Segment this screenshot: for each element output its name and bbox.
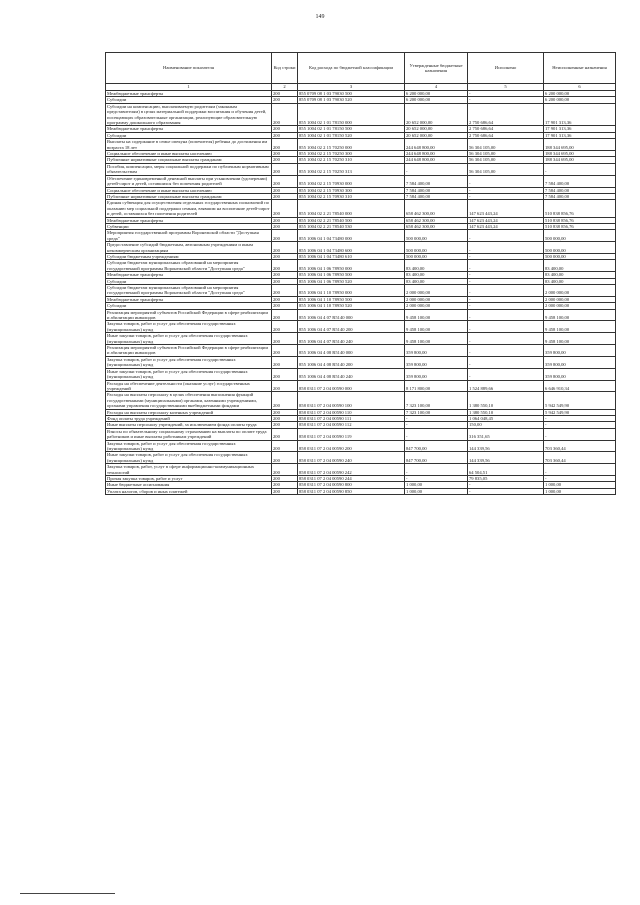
row-name: Межбюджетные трансферты — [106, 217, 272, 223]
row-unexecuted: 6 200 000,00 — [544, 91, 616, 97]
row-code: 200 — [272, 217, 298, 223]
row-name: Иные выплаты персоналу учреждений, за исключением фонда оплаты труда — [106, 422, 272, 428]
row-name: Межбюджетные трансферты — [106, 272, 272, 278]
row-unexecuted: 510 838 856,76 — [544, 200, 616, 217]
row-approved: 847 700,00 — [405, 440, 468, 452]
row-classification: 855 1006 04 1 06 78950 520 — [298, 278, 405, 284]
row-code: 200 — [272, 151, 298, 157]
row-classification: 858 0311 07 2 04 00590 850 — [298, 488, 405, 494]
row-executed: - — [468, 253, 544, 259]
row-executed: 1 524 889,66 — [468, 380, 544, 392]
row-executed: 1 380 550,10 — [468, 409, 544, 415]
row-unexecuted: 2 000 000,00 — [544, 285, 616, 297]
row-code: 200 — [272, 193, 298, 199]
row-unexecuted: 359 800,00 — [544, 356, 616, 368]
row-approved: 7 584 400,00 — [405, 175, 468, 187]
row-code: 200 — [272, 333, 298, 345]
row-code: 200 — [272, 230, 298, 242]
row-classification: 858 0311 07 2 04 00590 200 — [298, 440, 405, 452]
row-executed: - — [468, 91, 544, 97]
row-name: Закупка товаров, работ и услуг для обеспечения государственных (муниципальных) нужд — [106, 321, 272, 333]
row-code: 200 — [272, 175, 298, 187]
table-row — [106, 175, 616, 187]
row-classification: 855 1006 04 1 04 73480 600 — [298, 242, 405, 254]
row-approved: - — [405, 428, 468, 440]
row-code: 200 — [272, 200, 298, 217]
row-approved: 1 000,00 — [405, 488, 468, 494]
row-executed: 1 064 048,45 — [468, 415, 544, 421]
row-code: 200 — [272, 163, 298, 175]
row-classification: 855 1006 04 1 04 73480 000 — [298, 230, 405, 242]
header-classification: Код расхода по бюджетной классификации — [298, 53, 405, 84]
table-row — [106, 428, 616, 440]
row-executed: 1 380 550,10 — [468, 392, 544, 409]
row-code: 200 — [272, 132, 298, 138]
row-code: 200 — [272, 440, 298, 452]
row-classification: 855 0709 08 1 03 79030 500 — [298, 91, 405, 97]
row-executed: - — [468, 187, 544, 193]
row-code: 200 — [272, 488, 298, 494]
row-executed: - — [468, 193, 544, 199]
row-code: 200 — [272, 260, 298, 272]
row-executed: - — [468, 482, 544, 488]
row-unexecuted: 83 400,00 — [544, 260, 616, 272]
row-executed: - — [468, 309, 544, 321]
row-code: 200 — [272, 139, 298, 151]
row-classification: 858 0311 07 2 04 00590 244 — [298, 476, 405, 482]
row-name: Единая субвенция для осуществления отдельных государственных полномочий по оказанию мер социальной поддержки семьям, взявшим на воспитание детей-сирот и детей, оставшихся без попечения родителей — [107, 200, 270, 217]
row-code: 200 — [272, 345, 298, 357]
row-approved: 658 462 300,00 — [405, 200, 468, 217]
row-name: Субсидии бюджетам муниципальных образований на мероприятия государственной программы Воронежской области "Доступная среда" — [106, 285, 272, 297]
row-classification: 855 1004 02 2 21 78540 530 — [298, 223, 405, 229]
row-executed: 56 304 105,00 — [468, 157, 544, 163]
row-executed: - — [468, 368, 544, 380]
row-classification: 858 0311 07 2 04 00590 240 — [298, 452, 405, 464]
row-unexecuted: 500 000,00 — [544, 230, 616, 242]
row-classification: 855 1006 04 1 04 73480 610 — [298, 253, 405, 259]
row-classification: 855 1006 04 4 08 R5140 240 — [298, 368, 405, 380]
row-code: 200 — [272, 356, 298, 368]
row-code: 200 — [272, 476, 298, 482]
row-approved: 2 000 000,00 — [405, 296, 468, 302]
row-unexecuted: 510 838 856,76 — [544, 223, 616, 229]
row-executed: 316 351,65 — [468, 428, 544, 440]
row-name: Фонд оплаты труда учреждений — [106, 415, 272, 421]
row-unexecuted: 7 584 400,00 — [544, 175, 616, 187]
row-executed: - — [468, 488, 544, 494]
row-approved: - — [405, 476, 468, 482]
row-executed: 2 750 686,64 — [468, 132, 544, 138]
row-unexecuted: 9 458 100,00 — [544, 321, 616, 333]
row-unexecuted: - — [544, 476, 616, 482]
row-unexecuted: 359 800,00 — [544, 368, 616, 380]
table-row — [106, 163, 616, 175]
row-name: Иные закупки товаров, работ и услуг для обеспечения государственных (муниципальных) нужд — [106, 368, 272, 380]
row-name: Реализация мероприятий субъектов Российской Федерации в сфере реабилитации и абилитации инвалидов — [106, 345, 272, 357]
row-unexecuted: 5 942 549,90 — [544, 409, 616, 415]
row-classification: 855 1006 04 1 10 78950 520 — [298, 303, 405, 309]
row-unexecuted: 188 344 695,00 — [544, 151, 616, 157]
row-classification: 855 1006 04 4 07 R5140 000 — [298, 309, 405, 321]
row-approved: 359 800,00 — [405, 356, 468, 368]
row-unexecuted: 83 400,00 — [544, 278, 616, 284]
row-approved: 7 323 100,00 — [405, 392, 468, 409]
row-classification: 858 0311 07 2 04 00590 800 — [298, 482, 405, 488]
row-code: 200 — [272, 253, 298, 259]
row-unexecuted: - — [544, 415, 616, 421]
row-approved: - — [405, 415, 468, 421]
row-approved: 658 462 300,00 — [405, 223, 468, 229]
row-code: 200 — [272, 482, 298, 488]
table-row — [106, 285, 616, 297]
row-approved: 2 000 000,00 — [405, 303, 468, 309]
row-executed: - — [468, 272, 544, 278]
table-row — [106, 345, 616, 357]
row-unexecuted: 703 360,44 — [544, 452, 616, 464]
table-row — [106, 230, 616, 242]
table-row — [106, 488, 616, 494]
row-executed: - — [468, 260, 544, 272]
row-name: Обеспечение единовременной денежной выплаты при усыновлении (удочерении) детей-сирот и детей, оставшихся без попечения родителей — [106, 175, 272, 187]
row-unexecuted: 17 901 313,36 — [544, 132, 616, 138]
row-code: 200 — [272, 309, 298, 321]
row-executed: 144 339,56 — [468, 440, 544, 452]
row-classification: 858 0311 07 2 04 00590 112 — [298, 422, 405, 428]
row-name: Расходы на выплаты персоналу в целях обеспечения выполнения функций государственными (муниципальными) органами, казенными учреждениями, органами управления государственными внебюджетными фондами — [106, 392, 272, 409]
row-code: 200 — [272, 187, 298, 193]
row-executed: 144 339,56 — [468, 452, 544, 464]
row-code: 200 — [272, 428, 298, 440]
row-name: Уплата налогов, сборов и иных платежей — [106, 488, 272, 494]
row-name: Субсидии — [106, 303, 272, 309]
row-approved: 83 400,00 — [405, 272, 468, 278]
header-executed: Исполнено — [468, 53, 544, 84]
row-name: Закупка товаров, работ, услуг в сфере информационно-коммуникационных технологий — [106, 464, 272, 476]
row-executed: - — [468, 175, 544, 187]
row-name: Межбюджетные трансферты — [106, 296, 272, 302]
row-code: 200 — [272, 392, 298, 409]
row-name: Иные закупки товаров, работ и услуг для обеспечения государственных (муниципальных) нужд — [106, 333, 272, 345]
row-unexecuted: 9 458 100,00 — [544, 309, 616, 321]
row-executed: 56 304 105,00 — [468, 163, 544, 175]
row-approved: 9 458 100,00 — [405, 333, 468, 345]
row-code: 200 — [272, 296, 298, 302]
table-body — [106, 91, 616, 495]
row-unexecuted: 500 000,00 — [544, 242, 616, 254]
row-name: Субсидии — [106, 97, 272, 103]
row-executed: - — [468, 230, 544, 242]
row-unexecuted: - — [544, 163, 616, 175]
row-classification: 855 1006 04 4 07 R5140 240 — [298, 333, 405, 345]
row-executed: 56 304 105,00 — [468, 151, 544, 157]
row-classification: 855 1006 04 1 06 78950 500 — [298, 272, 405, 278]
table-row — [106, 356, 616, 368]
row-name: Расходы на выплаты персоналу казенных учреждений — [106, 409, 272, 415]
row-name: Субсидии — [106, 278, 272, 284]
row-classification: 855 1004 02 2 15 70250 310 — [298, 157, 405, 163]
row-code: 200 — [272, 126, 298, 132]
table-row — [106, 392, 616, 409]
table-row — [106, 200, 616, 217]
row-classification: 855 1004 02 2 15 70930 000 — [298, 175, 405, 187]
row-approved: 7 584 400,00 — [405, 193, 468, 199]
row-executed: - — [468, 321, 544, 333]
table-row — [106, 139, 616, 151]
row-code: 200 — [272, 415, 298, 421]
column-number: 5 — [468, 84, 544, 91]
column-number: 4 — [405, 84, 468, 91]
row-classification: 855 1006 04 1 10 78950 000 — [298, 285, 405, 297]
row-approved: 8 171 800,00 — [405, 380, 468, 392]
row-name: Пособия, компенсации, меры социальной поддержки по публичным нормативным обязательствам — [106, 163, 272, 175]
row-classification: 855 1006 04 1 10 78950 500 — [298, 296, 405, 302]
row-name: Субсидии на компенсацию, выплачиваемую родителям (законным представителям) в целях материальной поддержки воспитания и обучения детей, посещающих образовательные организации, реализующие образовательную программу дошкольного образования — [106, 103, 272, 126]
row-classification: 855 1006 04 4 08 R5140 200 — [298, 356, 405, 368]
row-classification: 855 1004 02 2 15 70250 300 — [298, 151, 405, 157]
row-unexecuted: 6 200 000,00 — [544, 97, 616, 103]
row-unexecuted: 510 838 856,76 — [544, 217, 616, 223]
row-name: Закупка товаров, работ и услуг для обеспечения государственных (муниципальных) нужд — [106, 356, 272, 368]
row-executed: - — [468, 333, 544, 345]
row-approved: 500 000,00 — [405, 242, 468, 254]
column-number-row — [106, 84, 616, 91]
row-name: Предоставление субсидий бюджетным, автономным учреждениям и иным некоммерческим организациям — [106, 242, 272, 254]
row-classification: 855 1004 02 2 21 78540 500 — [298, 217, 405, 223]
row-code: 200 — [272, 452, 298, 464]
row-code: 200 — [272, 422, 298, 428]
row-executed: - — [468, 278, 544, 284]
row-executed: - — [468, 285, 544, 297]
row-classification: 855 1006 04 4 07 R5140 200 — [298, 321, 405, 333]
row-approved: 244 648 800,00 — [405, 139, 468, 151]
table-row — [106, 260, 616, 272]
row-classification: 855 1004 02 2 15 70250 313 — [298, 163, 405, 175]
row-executed: 150,00 — [468, 422, 544, 428]
row-code: 200 — [272, 157, 298, 163]
row-approved: 20 652 000,00 — [405, 103, 468, 126]
row-name: Иные закупки товаров, работ и услуг для обеспечения государственных (муниципальных) нужд — [106, 452, 272, 464]
row-classification: 855 0709 08 1 03 79030 520 — [298, 97, 405, 103]
table-row — [106, 103, 616, 126]
row-approved: - — [405, 163, 468, 175]
row-approved: 7 584 400,00 — [405, 187, 468, 193]
row-approved: 7 323 100,00 — [405, 409, 468, 415]
header-name: Наименование показателя — [106, 53, 272, 84]
row-executed: 56 304 105,00 — [468, 139, 544, 151]
row-code: 200 — [272, 278, 298, 284]
row-unexecuted: 7 584 400,00 — [544, 193, 616, 199]
row-name: Расходы на обеспечение деятельности (оказание услуг) государственных учреждений — [106, 380, 272, 392]
budget-execution-table — [105, 52, 616, 495]
row-name: Иные бюджетные ассигнования — [106, 482, 272, 488]
row-classification: 858 0311 07 2 04 00590 000 — [298, 380, 405, 392]
table-row — [106, 380, 616, 392]
row-approved: 83 400,00 — [405, 278, 468, 284]
row-classification: 855 1004 02 1 01 78150 520 — [298, 132, 405, 138]
row-code: 200 — [272, 380, 298, 392]
table-row — [106, 464, 616, 476]
row-approved: 658 462 300,00 — [405, 217, 468, 223]
row-approved: 9 458 100,00 — [405, 321, 468, 333]
row-executed: 147 623 443,24 — [468, 223, 544, 229]
row-unexecuted: 188 344 695,00 — [544, 157, 616, 163]
row-approved: 359 800,00 — [405, 368, 468, 380]
header-approved: Утвержденные бюджетные назначения — [405, 53, 468, 84]
row-executed: - — [468, 296, 544, 302]
row-unexecuted: 17 901 313,36 — [544, 103, 616, 126]
row-approved: 9 458 100,00 — [405, 309, 468, 321]
row-name: Мероприятия государственной программы Воронежской области "Доступная среда" — [106, 230, 272, 242]
row-code: 200 — [272, 103, 298, 126]
row-approved: 847 700,00 — [405, 452, 468, 464]
row-name: Субвенции — [106, 223, 272, 229]
row-classification: 858 0311 07 2 04 00590 100 — [298, 392, 405, 409]
table-row — [106, 368, 616, 380]
row-name: Социальное обеспечение и иные выплаты населению — [106, 151, 272, 157]
row-unexecuted: 2 000 000,00 — [544, 296, 616, 302]
row-executed: 64 504,51 — [468, 464, 544, 476]
table-row — [106, 321, 616, 333]
row-classification: 858 0311 07 2 04 00590 242 — [298, 464, 405, 476]
row-classification: 858 0311 07 2 04 00590 111 — [298, 415, 405, 421]
row-code: 200 — [272, 303, 298, 309]
row-name: Выплаты на содержание в семье опекуна (попечителя) ребенка до достижения им возраста 18 лет — [106, 139, 272, 151]
row-classification: 855 1006 04 1 06 78950 000 — [298, 260, 405, 272]
row-unexecuted: 2 000 000,00 — [544, 303, 616, 309]
row-name: Закупка товаров, работ и услуг для обеспечения государственных (муниципальных) нужд — [106, 440, 272, 452]
row-name: Прочая закупка товаров, работ и услуг — [106, 476, 272, 482]
table-row — [106, 242, 616, 254]
row-unexecuted: 1 000,00 — [544, 488, 616, 494]
row-code: 200 — [272, 285, 298, 297]
row-code: 200 — [272, 321, 298, 333]
row-approved: 6 200 000,00 — [405, 91, 468, 97]
page-number: 149 — [315, 14, 325, 20]
row-unexecuted: 703 360,44 — [544, 440, 616, 452]
row-unexecuted: 1 000,00 — [544, 482, 616, 488]
row-executed: - — [468, 97, 544, 103]
row-approved: 500 000,00 — [405, 230, 468, 242]
row-name: Субсидии — [106, 132, 272, 138]
row-unexecuted: 188 344 695,00 — [544, 139, 616, 151]
row-code: 200 — [272, 464, 298, 476]
column-number: 1 — [106, 84, 272, 91]
row-unexecuted: 9 458 100,00 — [544, 333, 616, 345]
row-name: Межбюджетные трансферты — [106, 126, 272, 132]
row-approved: 20 652 000,00 — [405, 126, 468, 132]
row-classification: 855 1004 02 2 15 70930 300 — [298, 187, 405, 193]
table-row — [106, 440, 616, 452]
row-executed: - — [468, 242, 544, 254]
row-approved: 83 400,00 — [405, 260, 468, 272]
row-unexecuted: 500 000,00 — [544, 253, 616, 259]
footer-divider — [20, 893, 115, 894]
row-unexecuted: 359 800,00 — [544, 345, 616, 357]
table-header-row — [106, 53, 616, 84]
row-unexecuted: - — [544, 428, 616, 440]
column-number: 6 — [544, 84, 616, 91]
row-approved: 244 648 800,00 — [405, 151, 468, 157]
row-executed: 2 750 686,64 — [468, 103, 544, 126]
row-approved: 20 652 000,00 — [405, 132, 468, 138]
row-classification: 855 1004 02 2 15 70250 000 — [298, 139, 405, 151]
row-unexecuted: 6 646 910,34 — [544, 380, 616, 392]
header-code: Код строки — [272, 53, 298, 84]
row-name: Субсидии бюджетным учреждениям — [106, 253, 272, 259]
row-classification: 855 1006 04 4 08 R5140 000 — [298, 345, 405, 357]
row-code: 200 — [272, 409, 298, 415]
row-unexecuted: 7 584 400,00 — [544, 187, 616, 193]
row-name: Межбюджетные трансферты — [106, 91, 272, 97]
header-unexecuted: Неисполненные назначения — [544, 53, 616, 84]
table-row — [106, 309, 616, 321]
row-approved: 6 200 000,00 — [405, 97, 468, 103]
row-executed: 79 835,05 — [468, 476, 544, 482]
row-unexecuted: - — [544, 464, 616, 476]
row-unexecuted: 5 942 549,90 — [544, 392, 616, 409]
row-classification: 855 1004 02 1 01 78150 000 — [298, 103, 405, 126]
row-unexecuted: 17 901 313,36 — [544, 126, 616, 132]
row-approved: 244 648 800,00 — [405, 157, 468, 163]
row-approved: - — [405, 464, 468, 476]
row-classification: 855 1004 02 2 15 70930 310 — [298, 193, 405, 199]
row-classification: 855 1004 02 1 01 78150 500 — [298, 126, 405, 132]
row-code: 200 — [272, 223, 298, 229]
column-number: 3 — [298, 84, 405, 91]
row-classification: 858 0311 07 2 04 00590 119 — [298, 428, 405, 440]
row-name: Социальное обеспечение и иные выплаты населению — [106, 187, 272, 193]
row-unexecuted: 83 400,00 — [544, 272, 616, 278]
row-executed: - — [468, 345, 544, 357]
table-row — [106, 333, 616, 345]
row-name: Реализация мероприятий субъектов Российской Федерации в сфере реабилитации и абилитации инвалидов — [106, 309, 272, 321]
row-code: 200 — [272, 272, 298, 278]
column-number: 2 — [272, 84, 298, 91]
row-name: Публичные нормативные социальные выплаты гражданам — [106, 193, 272, 199]
row-executed: 147 623 443,24 — [468, 200, 544, 217]
row-approved: - — [405, 422, 468, 428]
row-executed: 147 623 443,24 — [468, 217, 544, 223]
row-executed: - — [468, 303, 544, 309]
row-code: 200 — [272, 242, 298, 254]
row-approved: 500 000,00 — [405, 253, 468, 259]
table-row — [106, 452, 616, 464]
row-approved: 359 800,00 — [405, 345, 468, 357]
row-executed: - — [468, 356, 544, 368]
row-classification: 858 0311 07 2 04 00590 110 — [298, 409, 405, 415]
row-name: Субсидии бюджетам муниципальных образований на мероприятия государственной программы Воронежской области "Доступная среда" — [106, 260, 272, 272]
row-name: Публичные нормативные социальные выплаты гражданам — [106, 157, 272, 163]
row-approved: 1 000,00 — [405, 482, 468, 488]
row-executed: 2 750 686,64 — [468, 126, 544, 132]
row-unexecuted: - — [544, 422, 616, 428]
row-code: 200 — [272, 97, 298, 103]
row-code: 200 — [272, 91, 298, 97]
row-approved: 2 000 000,00 — [405, 285, 468, 297]
row-classification: 855 1004 02 2 21 78540 000 — [298, 200, 405, 217]
row-name: Взносы по обязательному социальному страхованию на выплаты по оплате труда работников и иные выплаты работникам учреждений — [106, 428, 272, 440]
row-code: 200 — [272, 368, 298, 380]
